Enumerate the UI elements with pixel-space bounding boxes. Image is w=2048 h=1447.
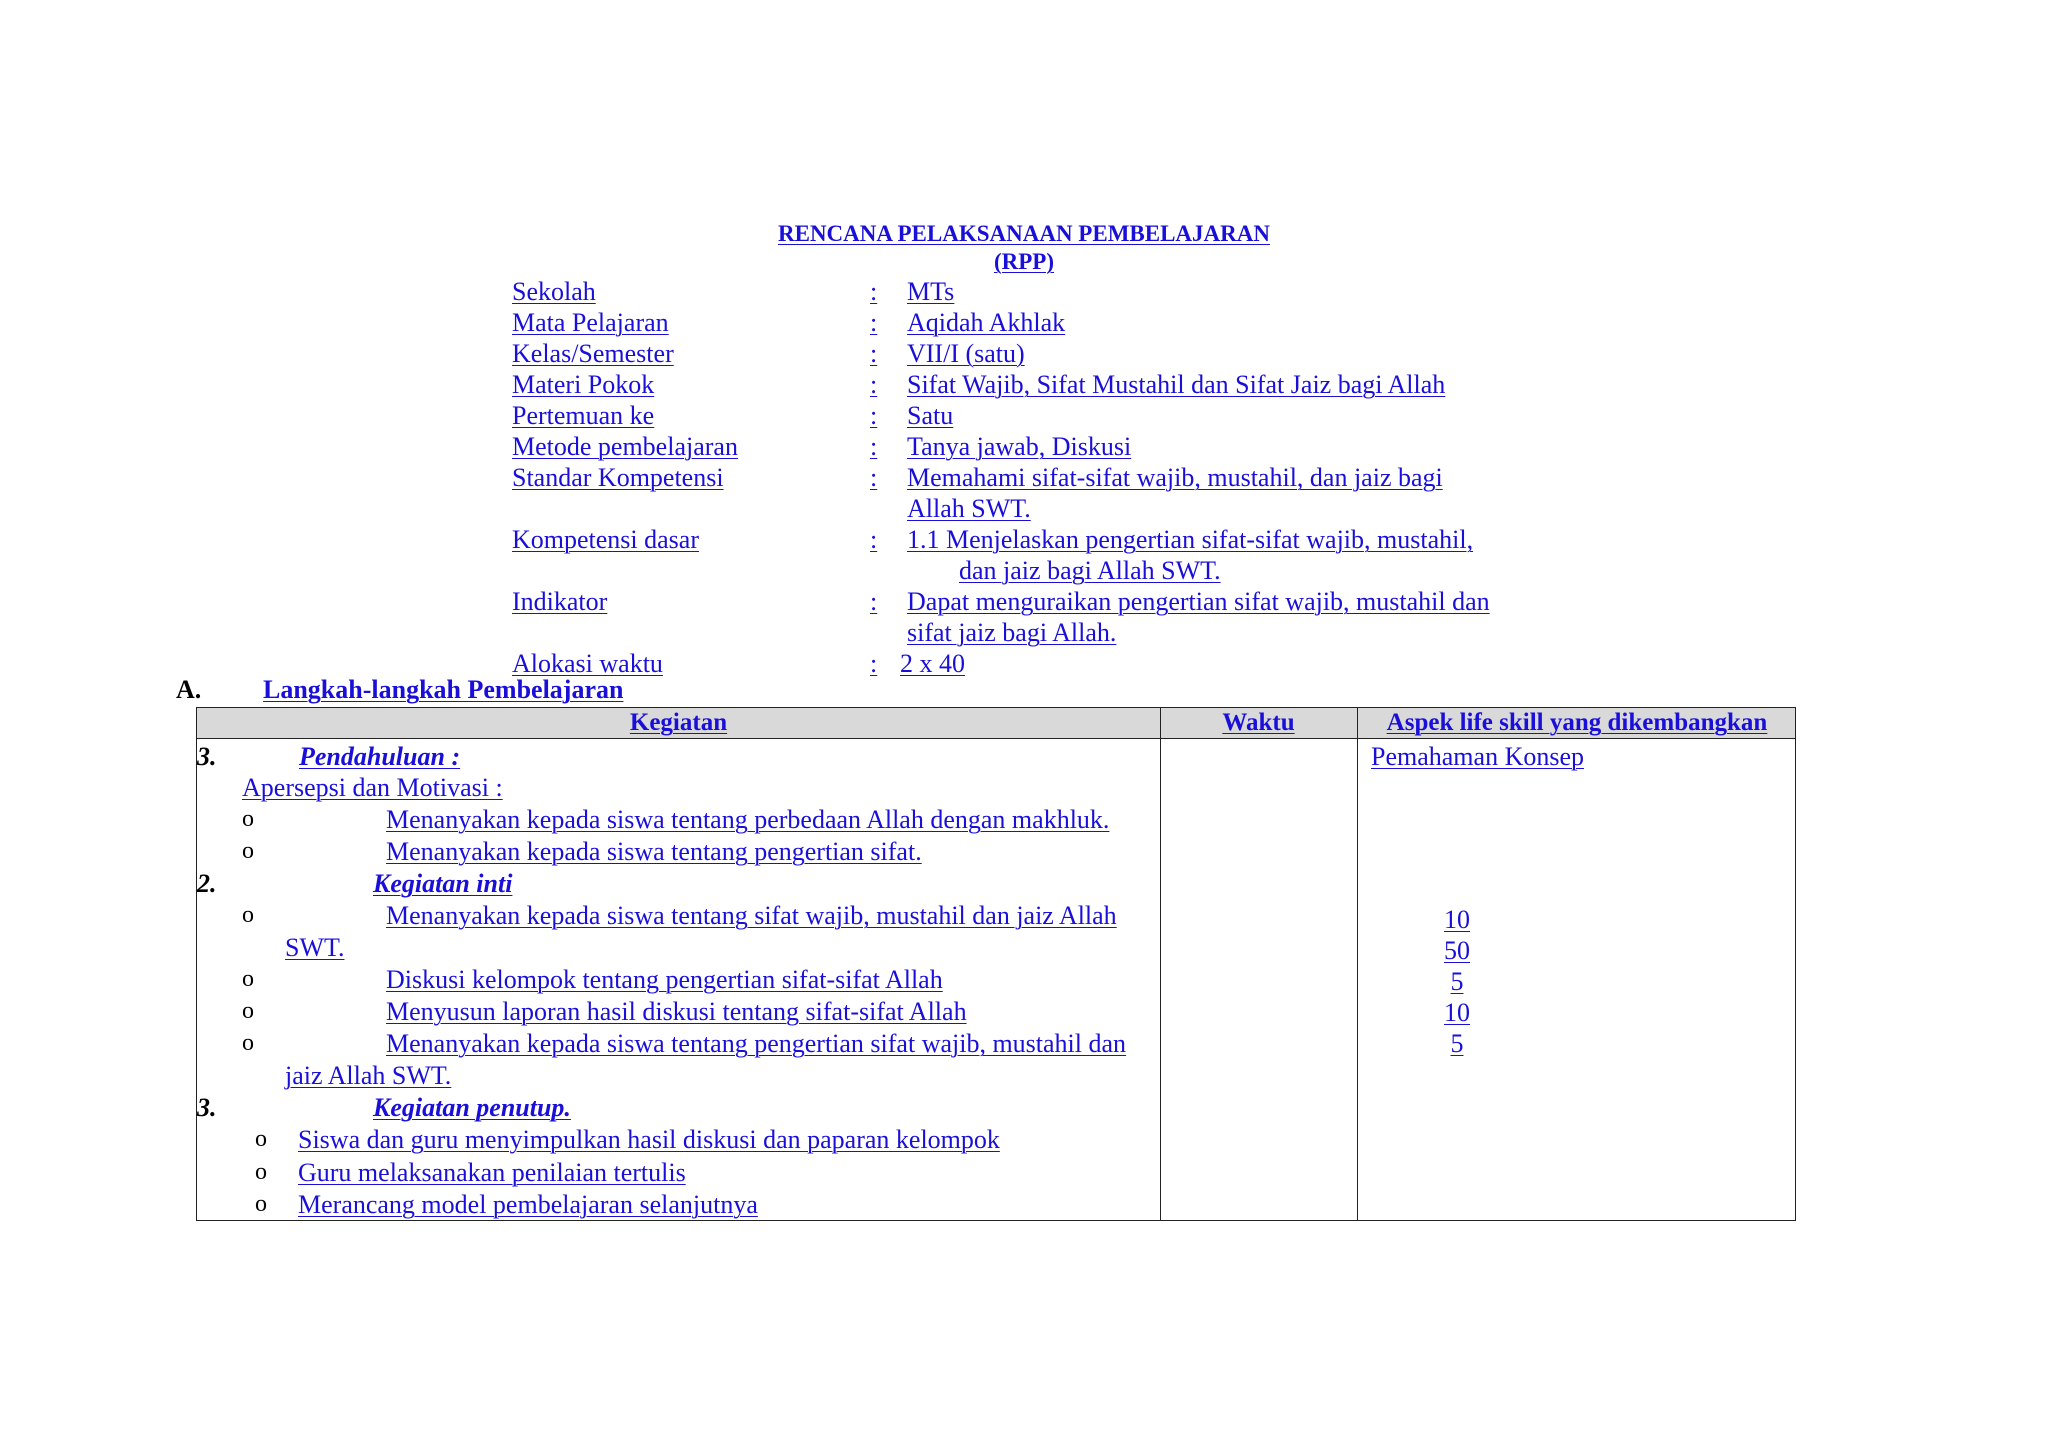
info-label-kelas-semester[interactable]: Kelas/Semester xyxy=(512,339,674,368)
info-value-indikator[interactable]: Dapat menguraikan pengertian sifat wajib, mustahil dan xyxy=(907,587,1490,616)
info-value-metode[interactable]: Tanya jawab, Diskusi xyxy=(907,432,1132,461)
time-value[interactable]: 10 xyxy=(1444,905,1470,934)
bullet-icon: o xyxy=(242,806,254,832)
list-item[interactable]: Guru melaksanakan penilaian tertulis xyxy=(298,1158,686,1187)
time-value[interactable]: 5 xyxy=(1450,967,1464,996)
list-item[interactable]: Menanyakan kepada siswa tentang pengertian sifat wajib, mustahil dan xyxy=(386,1029,1127,1058)
pendahuluan-subtitle[interactable]: Apersepsi dan Motivasi : xyxy=(242,773,503,802)
header-kegiatan-label[interactable]: Kegiatan xyxy=(629,709,728,736)
info-colon: : xyxy=(870,525,878,554)
info-colon: : xyxy=(870,339,878,368)
list-item[interactable]: Siswa dan guru menyimpulkan hasil diskusi dan paparan kelompok xyxy=(298,1125,1000,1154)
bullet-icon: o xyxy=(242,902,254,928)
list-item[interactable]: Menyusun laporan hasil diskusi tentang sifat-sifat Allah xyxy=(386,997,967,1026)
info-value-standar-kompetensi[interactable]: Memahami sifat-sifat wajib, mustahil, dan jaiz bagi xyxy=(907,463,1443,492)
list-item-cont[interactable]: jaiz Allah SWT. xyxy=(285,1061,452,1090)
list-item[interactable]: Menanyakan kepada siswa tentang perbedaan Allah dengan makhluk. xyxy=(386,805,1110,834)
info-label-standar-kompetensi[interactable]: Standar Kompetensi xyxy=(512,463,724,492)
lesson-steps-table xyxy=(196,707,1796,1221)
header-kegiatan xyxy=(197,708,1160,738)
info-label-indikator[interactable]: Indikator xyxy=(512,587,608,616)
time-value[interactable]: 10 xyxy=(1444,998,1470,1027)
document-title-line1[interactable]: RENCANA PELAKSANAAN PEMBELAJARAN xyxy=(778,221,1270,246)
column-divider xyxy=(1357,708,1358,1220)
step-title-inti[interactable]: Kegiatan inti xyxy=(373,869,513,898)
document-title-line2[interactable]: (RPP) xyxy=(993,249,1055,274)
step-number: 2. xyxy=(197,869,217,898)
info-value-indikator-cont[interactable]: sifat jaiz bagi Allah. xyxy=(907,618,1117,647)
header-waktu-label[interactable]: Waktu xyxy=(1222,709,1295,736)
list-item[interactable]: Menanyakan kepada siswa tentang sifat wajib, mustahil dan jaiz Allah xyxy=(386,901,1117,930)
info-value-pertemuan[interactable]: Satu xyxy=(907,401,954,430)
step-title-pendahuluan[interactable]: Pendahuluan : xyxy=(299,742,461,771)
bullet-icon: o xyxy=(242,1030,254,1056)
info-colon: : xyxy=(870,463,878,492)
header-aspek-label[interactable]: Aspek life skill yang dikembangkan xyxy=(1386,709,1768,736)
header-aspek xyxy=(1357,708,1797,738)
column-divider xyxy=(1160,708,1161,1220)
list-item[interactable]: Menanyakan kepada siswa tentang pengertian sifat. xyxy=(386,837,922,866)
info-label-metode[interactable]: Metode pembelajaran xyxy=(512,432,738,461)
info-value-sekolah[interactable]: MTs xyxy=(907,277,955,306)
info-value-kompetensi-dasar-cont[interactable]: dan jaiz bagi Allah SWT. xyxy=(959,556,1221,585)
list-item[interactable]: Merancang model pembelajaran selanjutnya xyxy=(298,1190,758,1219)
bullet-icon: o xyxy=(255,1191,267,1217)
info-value-mata-pelajaran[interactable]: Aqidah Akhlak xyxy=(907,308,1066,337)
info-label-mata-pelajaran[interactable]: Mata Pelajaran xyxy=(512,308,669,337)
time-value[interactable]: 5 xyxy=(1450,1029,1464,1058)
info-label-alokasi-waktu[interactable]: Alokasi waktu xyxy=(512,649,663,678)
step-title-penutup[interactable]: Kegiatan penutup. xyxy=(373,1093,571,1122)
info-label-sekolah[interactable]: Sekolah xyxy=(512,277,596,306)
info-value-alokasi-waktu[interactable]: 2 x 40 xyxy=(900,649,965,678)
info-value-materi-pokok[interactable]: Sifat Wajib, Sifat Mustahil dan Sifat Jaiz bagi Allah xyxy=(907,370,1446,399)
document-title xyxy=(0,220,2048,248)
header-waktu xyxy=(1160,708,1357,738)
info-label-underline-fill xyxy=(713,524,775,555)
info-colon: : xyxy=(870,370,878,399)
info-label-kompetensi-dasar[interactable]: Kompetensi dasar xyxy=(512,525,700,554)
list-item-cont[interactable]: SWT. xyxy=(285,933,345,962)
bullet-icon: o xyxy=(242,838,254,864)
info-colon: : xyxy=(870,401,878,430)
bullet-icon: o xyxy=(242,966,254,992)
bullet-icon: o xyxy=(255,1159,267,1185)
document-subtitle xyxy=(0,248,2048,276)
info-colon: : xyxy=(870,308,878,337)
bullet-icon: o xyxy=(255,1126,267,1152)
list-item[interactable]: Diskusi kelompok tentang pengertian sifat-sifat Allah xyxy=(386,965,943,994)
time-value[interactable]: 50 xyxy=(1444,936,1470,965)
info-colon: : xyxy=(870,587,878,616)
section-letter: A. xyxy=(176,675,202,704)
step-number: 3. xyxy=(197,1093,217,1122)
info-colon: : xyxy=(870,649,878,678)
bullet-icon: o xyxy=(242,998,254,1024)
info-colon: : xyxy=(870,432,878,461)
info-value-kelas-semester[interactable]: VII/I (satu) xyxy=(907,339,1025,368)
info-value-standar-kompetensi-cont[interactable]: Allah SWT. xyxy=(907,494,1031,523)
info-label-pertemuan[interactable]: Pertemuan ke xyxy=(512,401,655,430)
info-value-kompetensi-dasar[interactable]: 1.1 Menjelaskan pengertian sifat-sifat wajib, mustahil, xyxy=(907,525,1474,554)
step-number: 3. xyxy=(197,742,217,771)
aspek-value[interactable]: Pemahaman Konsep xyxy=(1371,742,1585,771)
section-title[interactable]: Langkah-langkah Pembelajaran xyxy=(263,675,624,704)
info-label-materi-pokok[interactable]: Materi Pokok xyxy=(512,370,655,399)
info-colon: : xyxy=(870,277,878,306)
